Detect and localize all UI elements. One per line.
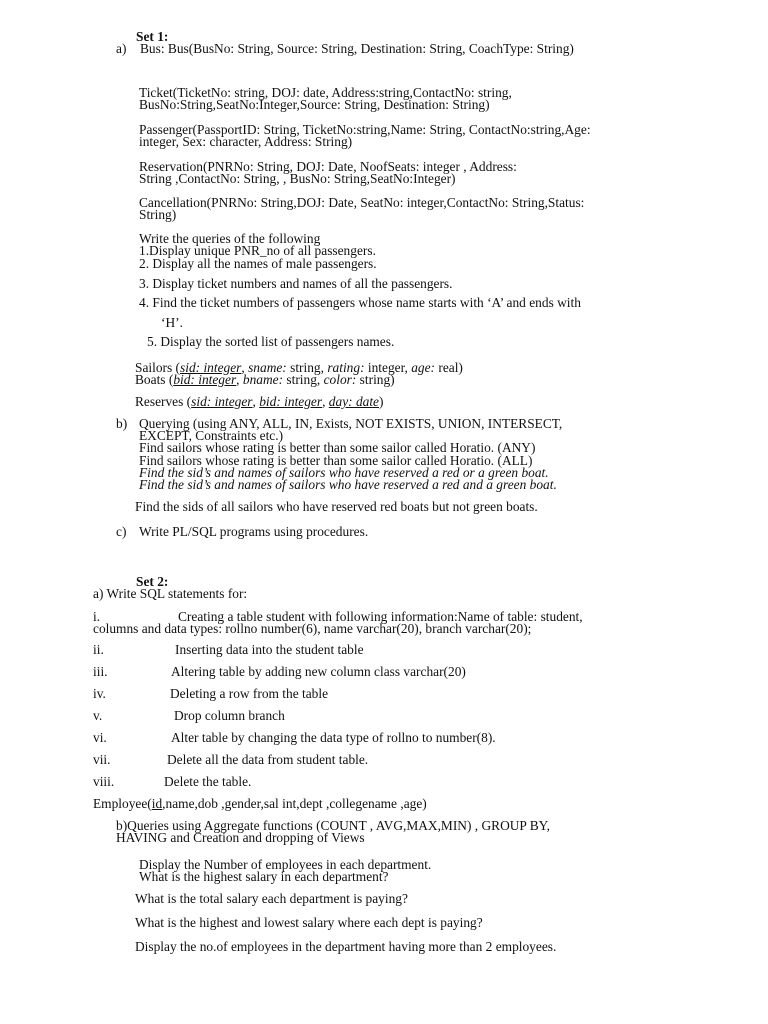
item-number: v. (93, 708, 103, 723)
set2-b-text-line2: HAVING and Creation and dropping of Views (116, 830, 365, 845)
aggregate-query: Display the Number of employees in each department. (139, 857, 432, 872)
sql-item: Drop column branch (174, 708, 285, 723)
set2-heading: Set 2: (136, 574, 169, 589)
item-number: vii. (93, 752, 111, 767)
sql-item: Creating a table student with following information:Name of table: student, (178, 609, 583, 624)
query-item: 2. Display all the names of male passengers. (139, 256, 377, 271)
cancellation-schema-line1: Cancellation(PNRNo: String,DOJ: Date, SeatNo: integer,ContactNo: String,Status: (139, 195, 585, 210)
query-item: 1.Display unique PNR_no of all passengers. (139, 243, 376, 258)
set2-a-intro: a) Write SQL statements for: (93, 586, 248, 601)
sailor-query-italic: Find the sid’s and names of sailors who have reserved a red or a green boat. (139, 465, 549, 480)
item-number: viii. (93, 774, 115, 789)
sql-item: Altering table by adding new column class varchar(20) (171, 664, 466, 679)
set1-heading: Set 1: (136, 29, 169, 44)
sql-item: Deleting a row from the table (170, 686, 329, 701)
sailor-query: Find sailors whose rating is better than some sailor called Horatio. (ANY) (139, 440, 536, 455)
item-number: i. (93, 609, 101, 624)
set1-b-text-line2: EXCEPT, Constraints etc.) (139, 428, 284, 443)
employee-schema: Employee(id,name,dob ,gender,sal int,dept ,collegename ,age) (93, 796, 427, 811)
sailors-schema: Sailors (sid: integer, sname: string, rating: integer, age: real) (135, 360, 463, 375)
ticket-schema-line1: Ticket(TicketNo: string, DOJ: date, Address:string,ContactNo: string, (139, 85, 512, 100)
bus-schema: Bus: Bus(BusNo: String, Source: String, Destination: String, CoachType: String) (140, 41, 574, 56)
set1-c-label: c) (116, 524, 127, 539)
sailor-query: Find the sids of all sailors who have reserved red boats but not green boats. (135, 499, 538, 514)
set1-c-text: Write PL/SQL programs using procedures. (139, 524, 369, 539)
sql-item: Delete all the data from student table. (167, 752, 369, 767)
reservation-schema-line2: String ,ContactNo: String, , BusNo: String,SeatNo:Integer) (139, 171, 456, 186)
passenger-schema-line2: integer, Sex: character, Address: String) (139, 134, 353, 149)
cancellation-schema-line2: String) (139, 207, 177, 222)
item-number: vi. (93, 730, 107, 745)
aggregate-query: What is the highest salary in each department? (139, 869, 389, 884)
set1-b-text-line1: Querying (using ANY, ALL, IN, Exists, NOT EXISTS, UNION, INTERSECT, (139, 416, 563, 431)
query-item-cont: ‘H’. (161, 315, 183, 330)
sailor-query: Find sailors whose rating is better than some sailor called Horatio. (ALL) (139, 453, 533, 468)
item-number: iii. (93, 664, 108, 679)
queries-intro: Write the queries of the following (139, 231, 321, 246)
aggregate-query: What is the highest and lowest salary where each dept is paying? (135, 915, 483, 930)
query-item: 5. Display the sorted list of passengers names. (147, 334, 395, 349)
reserves-schema: Reserves (sid: integer, bid: integer, day: date) (135, 394, 384, 409)
item-number: iv. (93, 686, 106, 701)
sql-item: Delete the table. (164, 774, 252, 789)
boats-schema: Boats (bid: integer, bname: string, color: string) (135, 372, 395, 387)
query-item: 3. Display ticket numbers and names of all the passengers. (139, 276, 453, 291)
ticket-schema-line2: BusNo:String,SeatNo:Integer,Source: String, Destination: String) (139, 97, 490, 112)
set1-a-label: a) (116, 41, 127, 56)
item-number: ii. (93, 642, 104, 657)
set2-b-text-line1: b)Queries using Aggregate functions (COUNT , AVG,MAX,MIN) , GROUP BY, (116, 818, 550, 833)
query-item: 4. Find the ticket numbers of passengers whose name starts with ‘A’ and ends with (139, 295, 581, 310)
passenger-schema-line1: Passenger(PassportID: String, TicketNo:string,Name: String, ContactNo:string,Age: (139, 122, 591, 137)
sailor-query-italic: Find the sid’s and names of sailors who have reserved a red and a green boat. (139, 477, 557, 492)
sql-item-cont: columns and data types: rollno number(6), name varchar(20), branch varchar(20); (93, 621, 532, 636)
sql-item: Inserting data into the student table (175, 642, 364, 657)
sql-item: Alter table by changing the data type of rollno to number(8). (171, 730, 496, 745)
set1-b-label: b) (116, 416, 128, 431)
reservation-schema-line1: Reservation(PNRNo: String, DOJ: Date, NoofSeats: integer , Address: (139, 159, 517, 174)
aggregate-query: Display the no.of employees in the department having more than 2 employees. (135, 939, 557, 954)
aggregate-query: What is the total salary each department is paying? (135, 891, 408, 906)
